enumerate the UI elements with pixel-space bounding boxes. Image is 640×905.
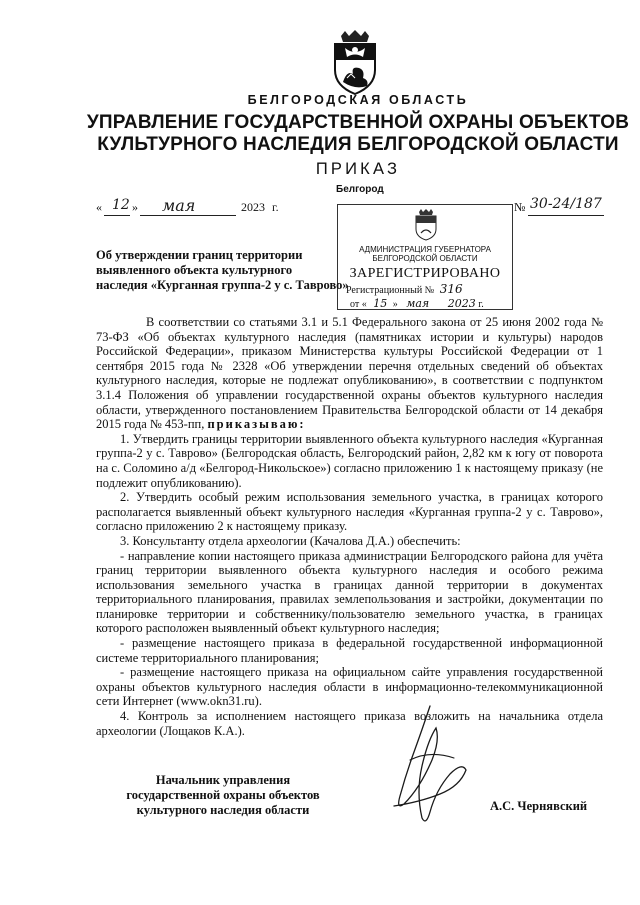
signatory-title-line: Начальник управления — [155, 773, 291, 787]
stamp-reg-number: 316 — [439, 282, 463, 296]
stamp-from-label: от « — [350, 299, 367, 310]
stamp-coat-of-arms-icon — [413, 209, 439, 241]
signatory-title-line: культурного наследия области — [136, 803, 310, 817]
stamp-year: 2023 — [447, 297, 476, 310]
coat-of-arms-icon — [329, 30, 381, 96]
order-item-3-subitem: - размещение настоящего приказа в федеральной государственной информационной системе территориального планирования; — [96, 636, 603, 665]
date-close-quote: » — [132, 200, 138, 214]
subject-line: наследия «Курганная группа-2 у с. Таврово» — [96, 278, 349, 292]
order-year: 2023 — [241, 200, 265, 214]
stamp-close-quote: » — [392, 299, 398, 310]
order-body — [96, 315, 603, 738]
stamp-day: 15 — [373, 297, 388, 310]
subject-line: выявленного объекта культурного — [96, 263, 293, 277]
order-number: 30-24/187 — [530, 196, 602, 212]
number-underline — [528, 215, 604, 216]
order-subject — [96, 248, 396, 293]
stamp-month: мая — [406, 297, 430, 310]
date-open-quote: « — [96, 200, 102, 214]
order-year-suffix: г. — [272, 200, 279, 214]
signatory-title — [96, 773, 350, 818]
handwritten-signature — [370, 700, 480, 830]
stamp-admin-line: АДМИНИСТРАЦИЯ ГУБЕРНАТОРА — [359, 245, 491, 254]
signatory-title-line: государственной охраны объектов — [126, 788, 320, 802]
orders-word: приказываю: — [207, 417, 306, 432]
subject-line: Об утверждении границ территории — [96, 248, 303, 262]
order-item-2: 2. Утвердить особый режим использования земельного участка, в границах которого располагается выявленный объект культурного наследия «Курганная группа-2 у с. Таврово», согласно приложению 2 к настоящему приказу. — [96, 490, 603, 534]
signatory-name: А.С. Чернявский — [490, 799, 588, 813]
preamble-text: В соответствии со статьями 3.1 и 5.1 Федерального закона от 25 июня 2002 года № 73-ФЗ «Об объектах культурного наследия (памятниках истории и культуры) народов Российской Федерации», приказом Министерства культуры Российской Федерации от 1 сентября 2015 года № 2328 «Об утверждении перечня отдельных сведений об объектах культурного наследия, которые не подлежат опубликованию», в соответствии с подпунктом 3.1.4 Положения об управлении государственной охраны объектов культурного наследия области, утвержденного постановлением Правительства Белгородской области от 14 декабря 2015 года № 453-пп, — [96, 315, 603, 432]
department-title-line: КУЛЬТУРНОГО НАСЛЕДИЯ БЕЛГОРОДСКОЙ ОБЛАСТИ — [97, 134, 619, 155]
order-item-3-subitem: - размещение настоящего приказа на официальном сайте управления государственной охраны объектов культурного наследия области в информационно-телекоммуникационной сети Интернет (www.okn31.ru). — [96, 665, 603, 709]
day-underline — [104, 215, 130, 216]
department-title — [0, 112, 640, 156]
region-heading: БЕЛГОРОДСКАЯ ОБЛАСТЬ — [247, 93, 469, 107]
month-underline — [140, 215, 236, 216]
number-sign: № — [514, 200, 526, 214]
stamp-registered-label: ЗАРЕГИСТРИРОВАНО — [349, 266, 501, 281]
issue-city: Белгород — [336, 184, 384, 195]
order-item-1: 1. Утвердить границы территории выявленного объекта культурного наследия «Курганная группа-2 у с. Таврово» (Белгородская область, Белгородский район, 2,82 км к югу от поворота на с. Соломино а/д «Белгород-Никольское») согласно приложению 1 к настоящему приказу (не подлежит опубликованию). — [96, 431, 603, 490]
order-day: 12 — [112, 197, 130, 213]
order-item-3: 3. Консультанту отдела археологии (Качалова Д.А.) обеспечить: — [120, 533, 461, 548]
preamble-paragraph — [96, 315, 603, 432]
stamp-date-row — [350, 297, 516, 310]
order-item-4: 4. Контроль за исполнением настоящего приказа возложить на начальника отдела археологии (Лощаков К.А.). — [96, 709, 603, 738]
stamp-year-suffix: г. — [478, 299, 484, 310]
order-month: мая — [162, 196, 196, 215]
stamp-admin-line: БЕЛГОРОДСКОЙ ОБЛАСТИ — [372, 254, 478, 263]
department-title-line: УПРАВЛЕНИЕ ГОСУДАРСТВЕННОЙ ОХРАНЫ ОБЪЕКТОВ — [86, 112, 630, 133]
stamp-reg-number-label: Регистрационный № — [346, 285, 435, 296]
document-type: ПРИКАЗ — [315, 160, 401, 178]
order-item-3-subitem: - направление копии настоящего приказа администрации Белгородского района для учёта границ территории выявленного объекта культурного наследия и особого режима использования земельного участка в границах данной территории в документах территориального планирования, правилах землепользования и застройки, документации по планировке территории и собственнику/пользователю земельного участка, в границах которого расположен выявленный объект культурного наследия; — [96, 548, 603, 636]
